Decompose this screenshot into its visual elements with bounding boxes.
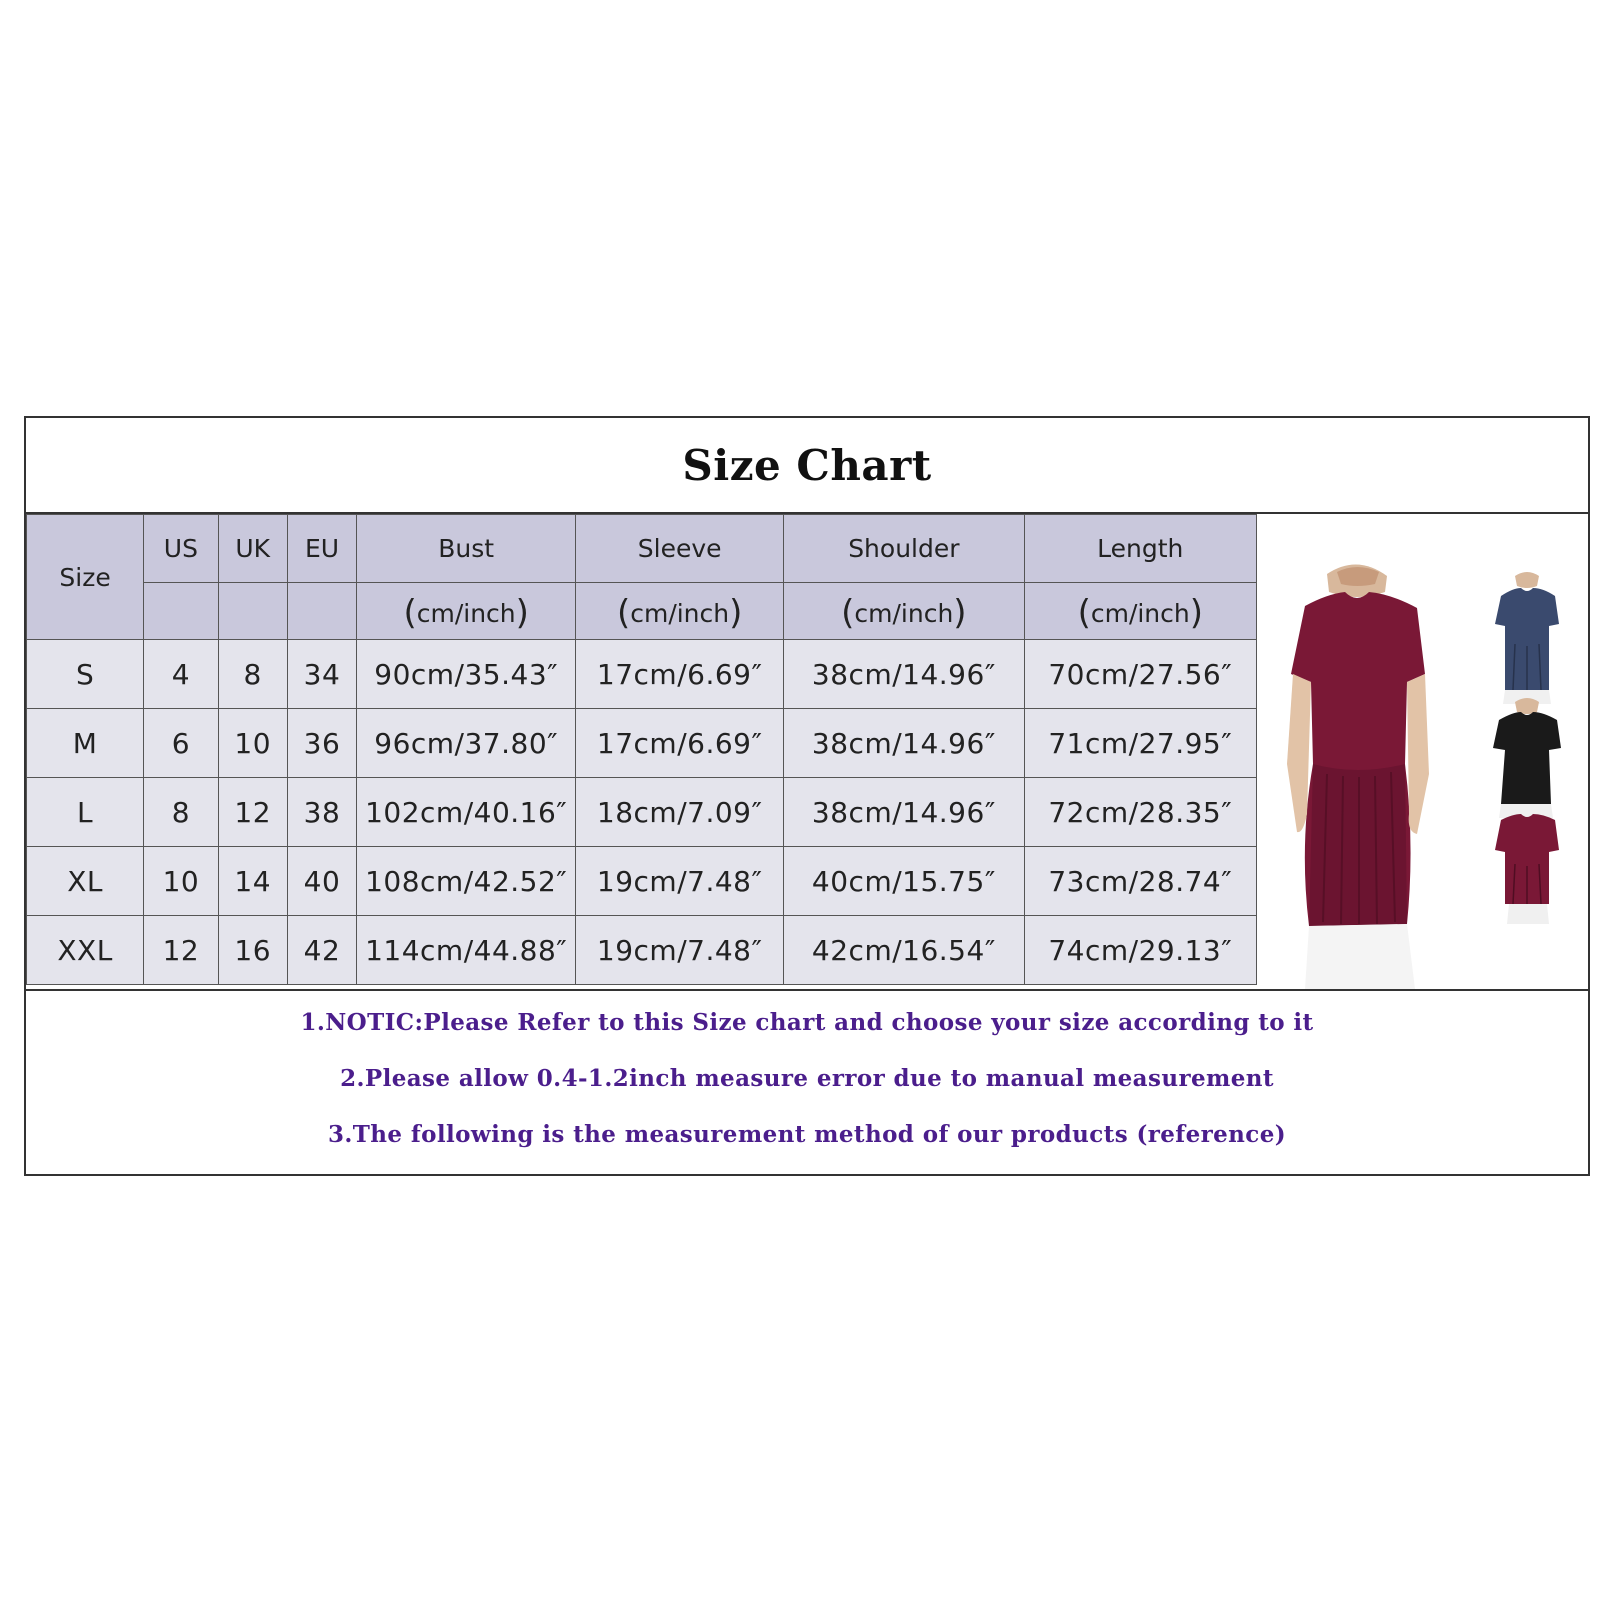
cell-sleeve: 17cm/6.69″ xyxy=(576,709,784,778)
unit-empty xyxy=(287,583,356,640)
unit-label: cm/inch xyxy=(630,599,730,628)
cell-length: 74cm/29.13″ xyxy=(1024,916,1256,985)
unit-label: cm/inch xyxy=(854,599,954,628)
cell-size: XL xyxy=(27,847,144,916)
notes-section xyxy=(26,989,1588,1174)
cell-size: L xyxy=(27,778,144,847)
cell-shoulder: 40cm/15.75″ xyxy=(784,847,1024,916)
unit-label: cm/inch xyxy=(1090,599,1190,628)
cell-size: M xyxy=(27,709,144,778)
cell-length: 73cm/28.74″ xyxy=(1024,847,1256,916)
product-photo-area xyxy=(1257,514,1588,989)
cell-eu: 34 xyxy=(287,640,356,709)
unit-length: (cm/inch) xyxy=(1024,583,1256,640)
cell-size: XXL xyxy=(27,916,144,985)
cell-length: 71cm/27.95″ xyxy=(1024,709,1256,778)
header-sleeve: Sleeve xyxy=(576,515,784,583)
cell-sleeve: 19cm/7.48″ xyxy=(576,916,784,985)
cell-sleeve: 17cm/6.69″ xyxy=(576,640,784,709)
note-1: 1.NOTIC:Please Refer to this Size chart and choose your size according to it xyxy=(300,1009,1314,1036)
cell-uk: 14 xyxy=(218,847,287,916)
main-product-photo xyxy=(1287,564,1429,989)
unit-bust: (cm/inch) xyxy=(357,583,576,640)
cell-shoulder: 42cm/16.54″ xyxy=(784,916,1024,985)
cell-eu: 42 xyxy=(287,916,356,985)
thumb-wine-photo xyxy=(1495,814,1559,924)
cell-sleeve: 19cm/7.48″ xyxy=(576,847,784,916)
cell-bust: 96cm/37.80″ xyxy=(357,709,576,778)
header-bust: Bust xyxy=(357,515,576,583)
cell-length: 70cm/27.56″ xyxy=(1024,640,1256,709)
cell-shoulder: 38cm/14.96″ xyxy=(784,709,1024,778)
thumb-black-photo xyxy=(1493,698,1561,818)
cell-bust: 108cm/42.52″ xyxy=(357,847,576,916)
table-row xyxy=(27,916,1257,985)
cell-sleeve: 18cm/7.09″ xyxy=(576,778,784,847)
header-size: Size xyxy=(27,515,144,640)
header-length: Length xyxy=(1024,515,1256,583)
cell-uk: 12 xyxy=(218,778,287,847)
unit-label: cm/inch xyxy=(416,599,516,628)
cell-eu: 40 xyxy=(287,847,356,916)
table-row xyxy=(27,778,1257,847)
thumb-navy-photo xyxy=(1495,572,1559,704)
cell-uk: 10 xyxy=(218,709,287,778)
product-photos xyxy=(1257,514,1588,989)
cell-shoulder: 38cm/14.96″ xyxy=(784,640,1024,709)
table-row xyxy=(27,640,1257,709)
header-eu: EU xyxy=(287,515,356,583)
cell-uk: 8 xyxy=(218,640,287,709)
header-uk: UK xyxy=(218,515,287,583)
table-row xyxy=(27,847,1257,916)
unit-empty xyxy=(218,583,287,640)
cell-length: 72cm/28.35″ xyxy=(1024,778,1256,847)
header-row xyxy=(27,515,1257,583)
cell-us: 8 xyxy=(144,778,218,847)
unit-row xyxy=(27,583,1257,640)
chart-title: Size Chart xyxy=(682,440,932,490)
unit-shoulder: (cm/inch) xyxy=(784,583,1024,640)
header-us: US xyxy=(144,515,218,583)
header-shoulder: Shoulder xyxy=(784,515,1024,583)
cell-us: 12 xyxy=(144,916,218,985)
cell-us: 4 xyxy=(144,640,218,709)
unit-sleeve: (cm/inch) xyxy=(576,583,784,640)
cell-shoulder: 38cm/14.96″ xyxy=(784,778,1024,847)
size-chart-frame xyxy=(24,416,1590,1176)
unit-empty xyxy=(144,583,218,640)
cell-bust: 90cm/35.43″ xyxy=(357,640,576,709)
cell-size: S xyxy=(27,640,144,709)
cell-eu: 38 xyxy=(287,778,356,847)
cell-bust: 102cm/40.16″ xyxy=(357,778,576,847)
size-table xyxy=(26,514,1257,985)
cell-eu: 36 xyxy=(287,709,356,778)
title-row xyxy=(26,418,1588,514)
cell-bust: 114cm/44.88″ xyxy=(357,916,576,985)
table-row xyxy=(27,709,1257,778)
cell-uk: 16 xyxy=(218,916,287,985)
cell-us: 6 xyxy=(144,709,218,778)
note-3: 3.The following is the measurement method of our products (reference) xyxy=(327,1121,1287,1148)
note-2: 2.Please allow 0.4-1.2inch measure error due to manual measurement xyxy=(340,1065,1274,1092)
cell-us: 10 xyxy=(144,847,218,916)
